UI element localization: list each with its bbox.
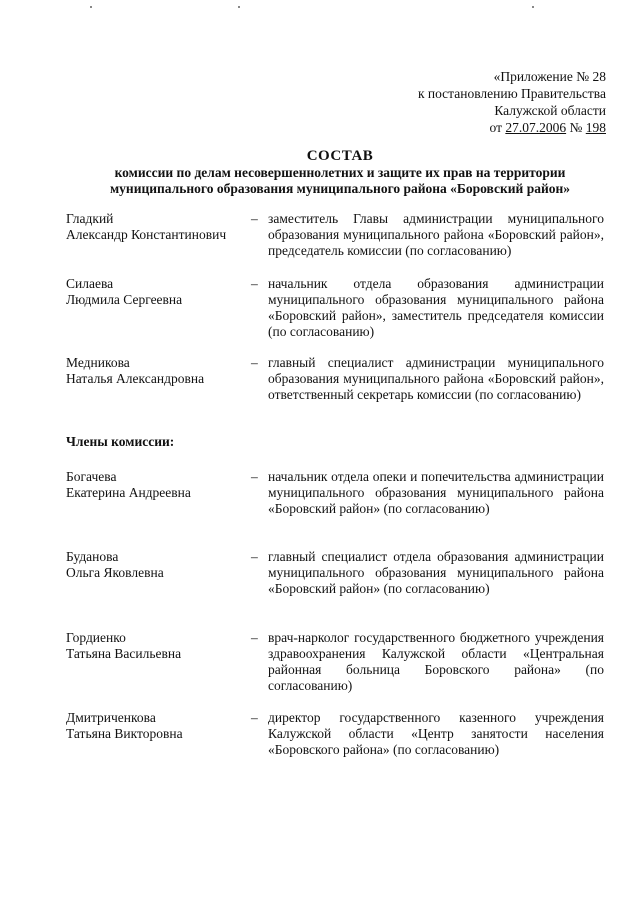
document-subtitle-line-2: муниципального образования муниципального района «Боровский район» xyxy=(109,181,571,196)
appendix-region: Калужской области xyxy=(494,103,606,118)
person-name xyxy=(66,469,246,501)
appendix-number: «Приложение № 28 xyxy=(493,69,606,84)
person-surname: Дмитриченкова xyxy=(66,710,156,725)
person-given-names: Татьяна Васильевна xyxy=(66,646,182,661)
person-name xyxy=(66,355,246,387)
person-role: главный специалист администрации муниципального образования муниципального района «Боровский район», ответственный секретарь комиссии (по согласованию) xyxy=(268,355,604,402)
entry-dash: – xyxy=(251,549,258,564)
person-role: заместитель Главы администрации муниципального образования муниципального района «Боровский район», председатель комиссии (по согласованию) xyxy=(268,211,604,258)
person-name xyxy=(66,630,246,662)
entry-dash: – xyxy=(251,276,258,291)
person-name xyxy=(66,710,246,742)
entry-dash: – xyxy=(251,630,258,645)
document-title-block xyxy=(60,147,620,197)
person-role: начальник отдела образования администрации муниципального образования муниципального района «Боровский район», заместитель председателя комиссии (по согласованию) xyxy=(268,276,604,339)
person-given-names: Людмила Сергеевна xyxy=(66,292,183,307)
person-role: директор государственного казенного учреждения Калужской области «Центр занятости населения «Боровского района» (по согласованию) xyxy=(268,710,604,757)
person-name xyxy=(66,549,246,581)
scan-artifact xyxy=(238,6,240,8)
resolution-number: 198 xyxy=(585,120,606,135)
resolution-date: 27.07.2006 xyxy=(505,120,567,135)
person-surname: Богачева xyxy=(66,469,117,484)
person-name xyxy=(66,276,246,308)
entry-dash: – xyxy=(251,355,258,370)
appendix-resolution-ref: к постановлению Правительства xyxy=(417,86,606,101)
person-given-names: Наталья Александровна xyxy=(66,371,205,386)
person-given-names: Татьяна Викторовна xyxy=(66,726,183,741)
document-title: СОСТАВ xyxy=(306,148,374,164)
scan-artifact xyxy=(532,6,534,8)
person-surname: Медникова xyxy=(66,355,130,370)
person-surname: Силаева xyxy=(66,276,114,291)
person-role: врач-нарколог государственного бюджетного учреждения здравоохранения Калужской области «Центральная районная больница Боровского района» (по согласованию) xyxy=(268,630,604,693)
person-surname: Буданова xyxy=(66,549,119,564)
document-subtitle-line-1: комиссии по делам несовершеннолетних и защите их прав на территории xyxy=(114,165,566,180)
entry-dash: – xyxy=(251,710,258,725)
person-given-names: Екатерина Андреевна xyxy=(66,485,191,500)
members-heading: Члены комиссии: xyxy=(66,434,175,449)
person-name xyxy=(66,211,246,243)
entry-dash: – xyxy=(251,211,258,226)
scan-artifact xyxy=(90,6,92,8)
entry-dash: – xyxy=(251,469,258,484)
person-surname: Гладкий xyxy=(66,211,114,226)
person-given-names: Ольга Яковлевна xyxy=(66,565,164,580)
appendix-header xyxy=(418,68,606,136)
appendix-date-line: от 27.07.2006 № 198 xyxy=(489,120,606,135)
person-role: начальник отдела опеки и попечительства администрации муниципального образования муниципального района «Боровский район» (по согласованию) xyxy=(268,469,604,516)
person-given-names: Александр Константинович xyxy=(66,227,227,242)
person-surname: Гордиенко xyxy=(66,630,126,645)
person-role: главный специалист отдела образования администрации муниципального образования муниципального района «Боровский район» (по согласованию) xyxy=(268,549,604,596)
